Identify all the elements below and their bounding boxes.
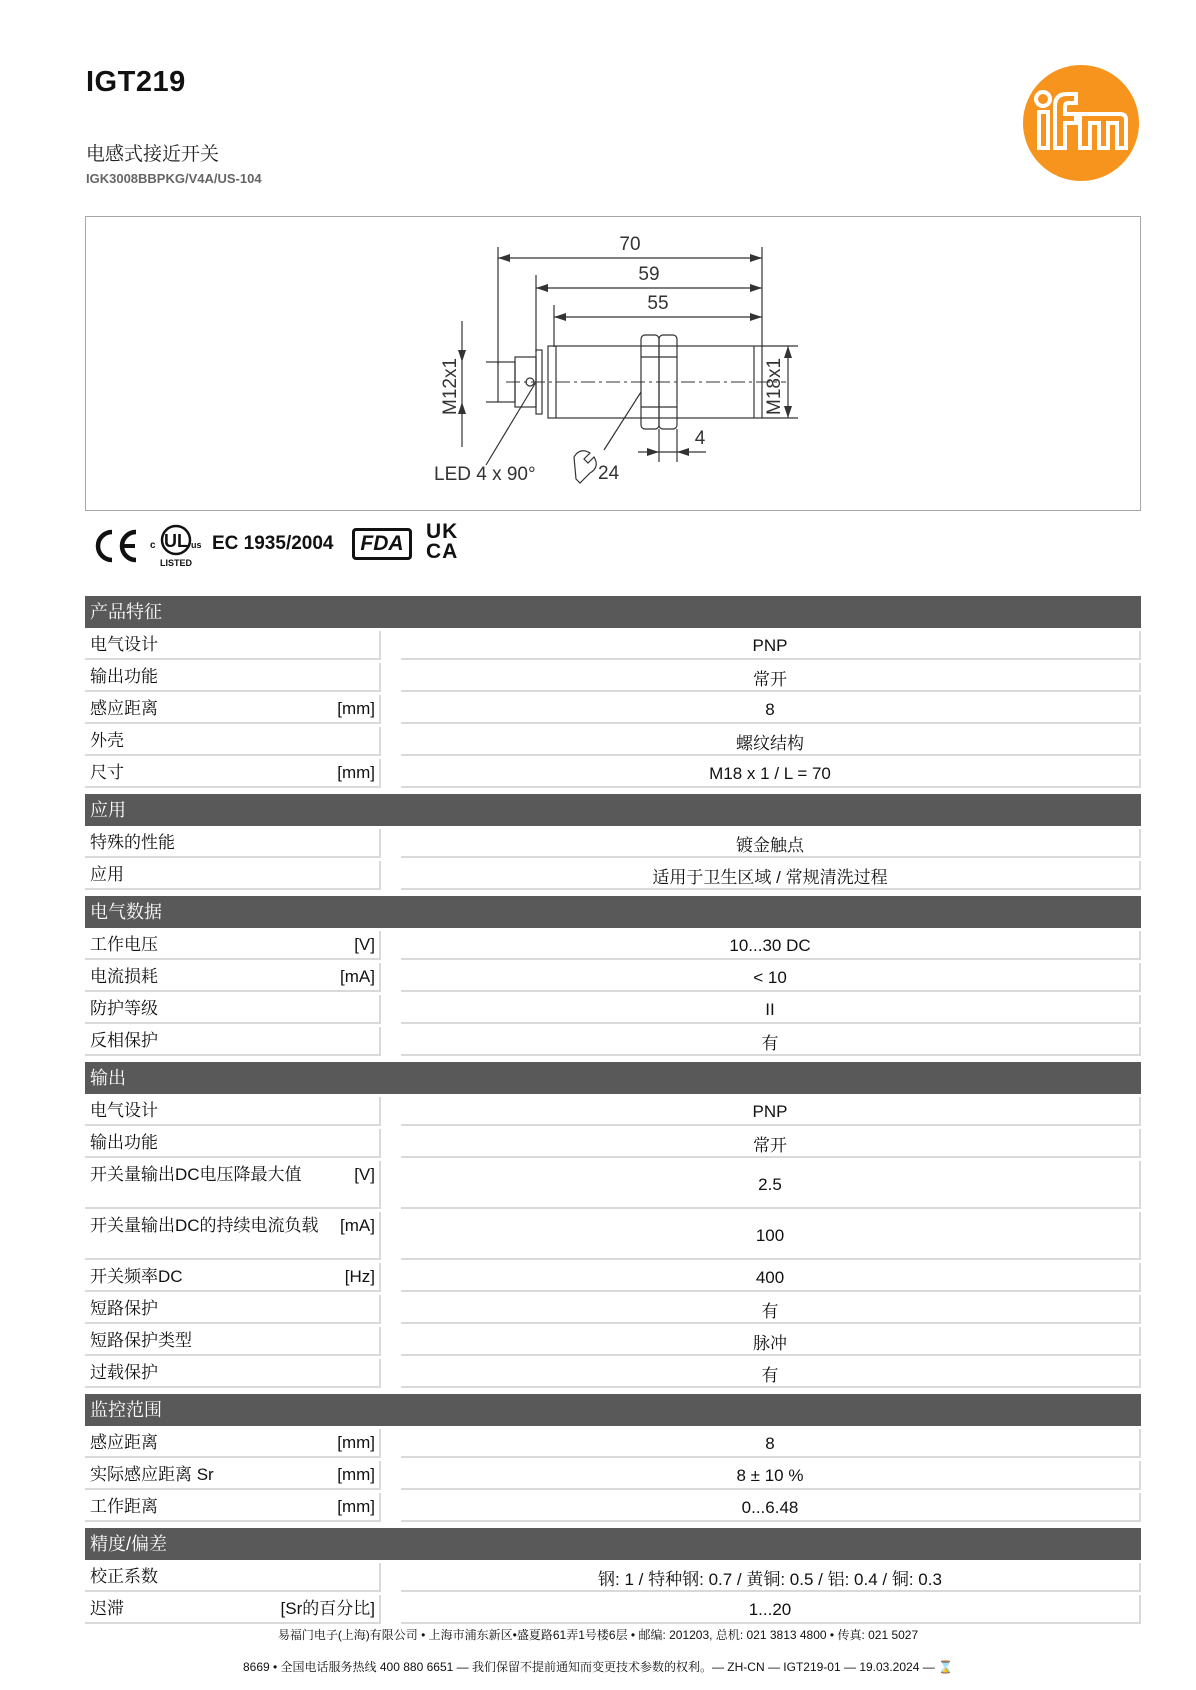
spec-value: 8 bbox=[401, 1429, 1141, 1458]
spec-row bbox=[85, 1212, 1141, 1260]
spec-label: 感应距离 bbox=[90, 699, 158, 718]
spec-label: 校正系数 bbox=[90, 1567, 158, 1586]
spec-value: 常开 bbox=[401, 1129, 1141, 1158]
fda-mark: FDA bbox=[352, 528, 412, 560]
spec-row bbox=[85, 1129, 1141, 1158]
dim-59: 59 bbox=[638, 264, 660, 285]
spec-label-cell bbox=[85, 631, 381, 660]
spec-value: 2.5 bbox=[401, 1161, 1141, 1209]
led-label: LED 4 x 90° bbox=[434, 464, 536, 485]
spec-unit bbox=[369, 666, 375, 690]
spec-row bbox=[85, 861, 1141, 890]
dimension-drawing bbox=[85, 216, 1141, 511]
spec-unit bbox=[369, 1566, 375, 1590]
spec-label-cell bbox=[85, 695, 381, 724]
spec-row bbox=[85, 1493, 1141, 1522]
spec-value: II bbox=[401, 995, 1141, 1024]
section-header: 监控范围 bbox=[85, 1394, 1141, 1426]
dim-55: 55 bbox=[647, 293, 669, 314]
ce-mark bbox=[92, 528, 140, 564]
spec-label-cell bbox=[85, 1097, 381, 1126]
spec-value: 0...6.48 bbox=[401, 1493, 1141, 1522]
spec-label-cell bbox=[85, 1161, 381, 1209]
spec-row bbox=[85, 995, 1141, 1024]
spec-label-cell bbox=[85, 1263, 381, 1292]
spec-unit bbox=[369, 998, 375, 1022]
spec-label: 电流损耗 bbox=[90, 967, 158, 986]
spec-label-cell bbox=[85, 1027, 381, 1056]
spec-label-cell bbox=[85, 1129, 381, 1158]
ul-listed-mark: UL c us LISTED bbox=[148, 522, 204, 572]
spec-label-cell bbox=[85, 759, 381, 788]
spec-value: 有 bbox=[401, 1027, 1141, 1056]
spec-label-cell bbox=[85, 861, 381, 890]
spec-label-cell bbox=[85, 1327, 381, 1356]
spec-label: 反相保护 bbox=[90, 1031, 158, 1050]
spec-unit bbox=[369, 1298, 375, 1322]
part-number: IGK3008BBPKG/V4A/US-104 bbox=[86, 171, 262, 186]
spec-label: 工作距离 bbox=[90, 1497, 158, 1516]
spec-row bbox=[85, 931, 1141, 960]
spec-label-cell bbox=[85, 995, 381, 1024]
spec-unit bbox=[369, 1100, 375, 1124]
spec-row bbox=[85, 1563, 1141, 1592]
spec-value: 1...20 bbox=[401, 1595, 1141, 1624]
spec-value: 100 bbox=[401, 1212, 1141, 1260]
spec-unit bbox=[369, 832, 375, 856]
spec-label: 特殊的性能 bbox=[90, 833, 175, 852]
ukca-mark: UK CA bbox=[426, 520, 459, 563]
spec-value: 有 bbox=[401, 1295, 1141, 1324]
spec-unit bbox=[369, 864, 375, 888]
spec-row bbox=[85, 727, 1141, 756]
spec-label: 感应距离 bbox=[90, 1433, 158, 1452]
spec-label: 迟滞 bbox=[90, 1599, 124, 1618]
spec-label: 过载保护 bbox=[90, 1363, 158, 1382]
spec-unit: [mm] bbox=[337, 763, 375, 782]
wrench-size-label: 24 bbox=[598, 463, 620, 484]
spec-unit: [mm] bbox=[337, 1433, 375, 1452]
spec-row bbox=[85, 631, 1141, 660]
spec-label: 外壳 bbox=[90, 731, 124, 750]
spec-label-cell bbox=[85, 727, 381, 756]
dim-4: 4 bbox=[694, 428, 706, 449]
spec-row bbox=[85, 1263, 1141, 1292]
spec-value: 有 bbox=[401, 1359, 1141, 1388]
spec-label: 开关量输出DC电压降最大值 bbox=[90, 1165, 302, 1184]
spec-label: 输出功能 bbox=[90, 667, 158, 686]
spec-label-cell bbox=[85, 1563, 381, 1592]
spec-label-cell bbox=[85, 1359, 381, 1388]
m12-label: M12x1 bbox=[440, 357, 461, 415]
spec-row bbox=[85, 963, 1141, 992]
section-header: 输出 bbox=[85, 1062, 1141, 1094]
spec-label-cell bbox=[85, 829, 381, 858]
spec-label: 开关频率DC bbox=[90, 1267, 183, 1286]
page-title: IGT219 bbox=[86, 66, 186, 98]
spec-value: 钢: 1 / 特种钢: 0.7 / 黄铜: 0.5 / 铝: 0.4 / 铜: 0.3 bbox=[401, 1563, 1141, 1592]
spec-label: 电气设计 bbox=[90, 1101, 158, 1120]
footer-address: 易福门电子(上海)有限公司 • 上海市浦东新区•盛夏路61弄1号楼6层 • 邮编: 201203, 总机: 021 3813 4800 • 传真: 021 5027 bbox=[277, 1628, 919, 1642]
spec-label: 尺寸 bbox=[90, 763, 124, 782]
spec-label: 电气设计 bbox=[90, 635, 158, 654]
section-header: 应用 bbox=[85, 794, 1141, 826]
spec-row bbox=[85, 829, 1141, 858]
spec-value: < 10 bbox=[401, 963, 1141, 992]
spec-unit: [Hz] bbox=[344, 1267, 375, 1286]
spec-unit: [mm] bbox=[337, 1465, 375, 1484]
spec-label-cell bbox=[85, 931, 381, 960]
ifm-logo bbox=[1022, 64, 1140, 182]
spec-value: 脉冲 bbox=[401, 1327, 1141, 1356]
spec-label: 防护等级 bbox=[90, 999, 158, 1018]
spec-label-cell bbox=[85, 963, 381, 992]
spec-unit: [V] bbox=[354, 1165, 375, 1184]
section-header: 产品特征 bbox=[85, 596, 1141, 628]
spec-row bbox=[85, 1595, 1141, 1624]
spec-value: PNP bbox=[401, 1097, 1141, 1126]
spec-row bbox=[85, 1429, 1141, 1458]
spec-label: 工作电压 bbox=[90, 935, 158, 954]
spec-unit: [V] bbox=[354, 935, 375, 954]
spec-label: 短路保护类型 bbox=[90, 1331, 192, 1350]
spec-label-cell bbox=[85, 1429, 381, 1458]
ec-1935-mark: EC 1935/2004 bbox=[212, 533, 334, 554]
spec-value: 400 bbox=[401, 1263, 1141, 1292]
spec-row bbox=[85, 1461, 1141, 1490]
spec-row bbox=[85, 1161, 1141, 1209]
spec-unit: [mm] bbox=[337, 1497, 375, 1516]
product-type: 电感式接近开关 bbox=[86, 144, 220, 165]
spec-row bbox=[85, 1327, 1141, 1356]
m18-label: M18x1 bbox=[764, 357, 785, 415]
spec-label: 实际感应距离 Sr bbox=[90, 1465, 214, 1484]
svg-text:UL: UL bbox=[164, 531, 188, 551]
spec-value: 10...30 DC bbox=[401, 931, 1141, 960]
section-header: 电气数据 bbox=[85, 896, 1141, 928]
spec-unit: [mm] bbox=[337, 699, 375, 718]
spec-row bbox=[85, 695, 1141, 724]
spec-label-cell bbox=[85, 1212, 381, 1260]
spec-label: 开关量输出DC的持续电流负载 bbox=[90, 1216, 319, 1235]
spec-row bbox=[85, 1295, 1141, 1324]
spec-unit bbox=[369, 1030, 375, 1054]
spec-row bbox=[85, 1027, 1141, 1056]
spec-value: M18 x 1 / L = 70 bbox=[401, 759, 1141, 788]
spec-unit bbox=[369, 1330, 375, 1354]
spec-unit: [mA] bbox=[340, 1216, 375, 1235]
spec-value: 8 bbox=[401, 695, 1141, 724]
spec-unit bbox=[369, 634, 375, 658]
spec-unit: [Sr的百分比] bbox=[280, 1599, 375, 1618]
spec-label-cell bbox=[85, 1493, 381, 1522]
spec-value: 常开 bbox=[401, 663, 1141, 692]
spec-label-cell bbox=[85, 663, 381, 692]
spec-value: 8 ± 10 % bbox=[401, 1461, 1141, 1490]
spec-value: 适用于卫生区域 / 常规清洗过程 bbox=[401, 861, 1141, 890]
dim-70: 70 bbox=[619, 234, 641, 255]
spec-label-cell bbox=[85, 1595, 381, 1624]
spec-unit: [mA] bbox=[340, 967, 375, 986]
spec-label: 应用 bbox=[90, 865, 124, 884]
spec-row bbox=[85, 663, 1141, 692]
spec-label: 短路保护 bbox=[90, 1299, 158, 1318]
section-header: 精度/偏差 bbox=[85, 1528, 1141, 1560]
spec-label-cell bbox=[85, 1295, 381, 1324]
spec-row bbox=[85, 759, 1141, 788]
spec-label-cell bbox=[85, 1461, 381, 1490]
spec-row bbox=[85, 1097, 1141, 1126]
certification-marks bbox=[92, 522, 492, 572]
spec-table bbox=[85, 596, 1141, 1624]
footer-legal: 8669 • 全国电话服务热线 400 880 6651 — 我们保留不提前通知而变更技术参数的权利。— ZH-CN — IGT219-01 — 19.03.2024 — ⌛ bbox=[242, 1660, 953, 1674]
spec-row bbox=[85, 1359, 1141, 1388]
spec-unit bbox=[369, 1362, 375, 1386]
spec-value: 镀金触点 bbox=[401, 829, 1141, 858]
spec-value: 螺纹结构 bbox=[401, 727, 1141, 756]
spec-unit bbox=[369, 1132, 375, 1156]
spec-value: PNP bbox=[401, 631, 1141, 660]
spec-unit bbox=[369, 730, 375, 754]
spec-label: 输出功能 bbox=[90, 1133, 158, 1152]
